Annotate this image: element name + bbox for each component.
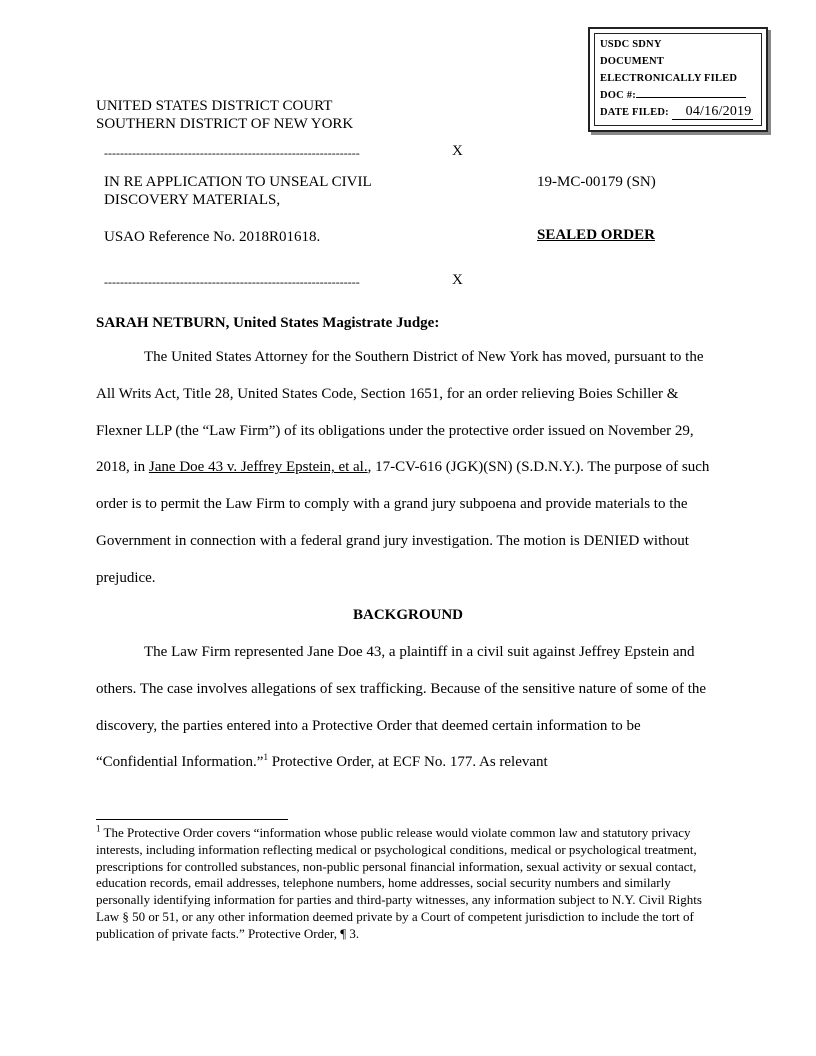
case-number: 19-MC-00179 (SN) — [537, 174, 656, 190]
stamp-doc-label: DOC #: — [600, 90, 636, 101]
intro-text-part1: The United States Attorney for the Southern District of New York has moved, pursuant to the All Writs Act, Title 28, United States Code, Section 1651, for an order relieving Boies Schiller & Flexner LLP (the “Law Firm”) of its obligations under the protective order issued on November 29, 2018, in — [96, 349, 704, 476]
caption-title-line2: DISCOVERY MATERIALS, — [104, 192, 281, 208]
caption-title-line1: IN RE APPLICATION TO UNSEAL CIVIL — [104, 174, 372, 190]
caption-x-top: X — [452, 143, 463, 159]
stamp-date-label: DATE FILED: — [600, 107, 669, 118]
order-title: SEALED ORDER — [537, 227, 655, 243]
footnote-text: The Protective Order covers “information whose public release would violate common law and statutory privacy interests, including information reflecting medical or psychological conditions, medical or psychological treatment, prescriptions for controlled substances, non-public personal financial information, sexual activity or sexual contact, education records, email addresses, telephone numbers, home addresses, social security numbers and similarly personally identifying information for parties and third-party witnesses, any information subject to N.Y. Civil Rights Law § 50 or 51, or any other information deemed private by a Court of competent jurisdiction to include the tort of publication of private facts.” Protective Order, ¶ 3. — [96, 825, 702, 941]
footnote-reference: 1 — [263, 752, 268, 763]
judge-heading: SARAH NETBURN, United States Magistrate Judge: — [96, 315, 440, 331]
background-text-part2: Protective Order, at ECF No. 177. As relevant — [267, 754, 548, 771]
court-district: SOUTHERN DISTRICT OF NEW YORK — [96, 116, 354, 132]
stamp-date-value: 04/16/2019 — [672, 105, 754, 120]
stamp-document: DOCUMENT — [600, 56, 665, 67]
caption-rule-bottom: ---------------------------------------------------------------- — [104, 275, 360, 289]
stamp-doc-blank — [636, 87, 746, 98]
background-text-part1: The Law Firm represented Jane Doe 43, a plaintiff in a civil suit against Jeffrey Epstein and others. The case involves allegations of sex trafficking. Because of the sensitive nature of some of the discovery, the parties entered into a Protective Order that deemed certain information to be “Confidential Information.” — [96, 644, 707, 771]
stamp-doc-number — [600, 87, 757, 104]
stamp-court: USDC SDNY — [600, 39, 662, 50]
case-citation: Jane Doe 43 v. Jeffrey Epstein, et al. — [148, 459, 368, 476]
court-name: UNITED STATES DISTRICT COURT — [96, 98, 333, 114]
intro-text-part2: , 17-CV-616 (JGK)(SN) (S.D.N.Y.). The purpose of such order is to permit the Law Firm to comply with a grand jury subpoena and provide materials to the Government in connection with a federal grand jury investigation. The motion is DENIED without prejudice. — [96, 459, 710, 586]
caption-x-bottom: X — [452, 272, 463, 288]
footnote-number: 1 — [96, 823, 101, 834]
background-paragraph — [96, 634, 720, 781]
filing-stamp — [588, 27, 768, 132]
caption-rule-top: ---------------------------------------------------------------- — [104, 146, 360, 160]
usao-reference: USAO Reference No. 2018R01618. — [104, 229, 321, 245]
intro-paragraph — [96, 339, 720, 597]
footnote — [96, 825, 720, 943]
stamp-electronically-filed: ELECTRONICALLY FILED — [600, 73, 738, 84]
stamp-date-filed — [600, 104, 757, 121]
background-heading: BACKGROUND — [352, 607, 463, 623]
footnote-divider — [96, 819, 288, 820]
